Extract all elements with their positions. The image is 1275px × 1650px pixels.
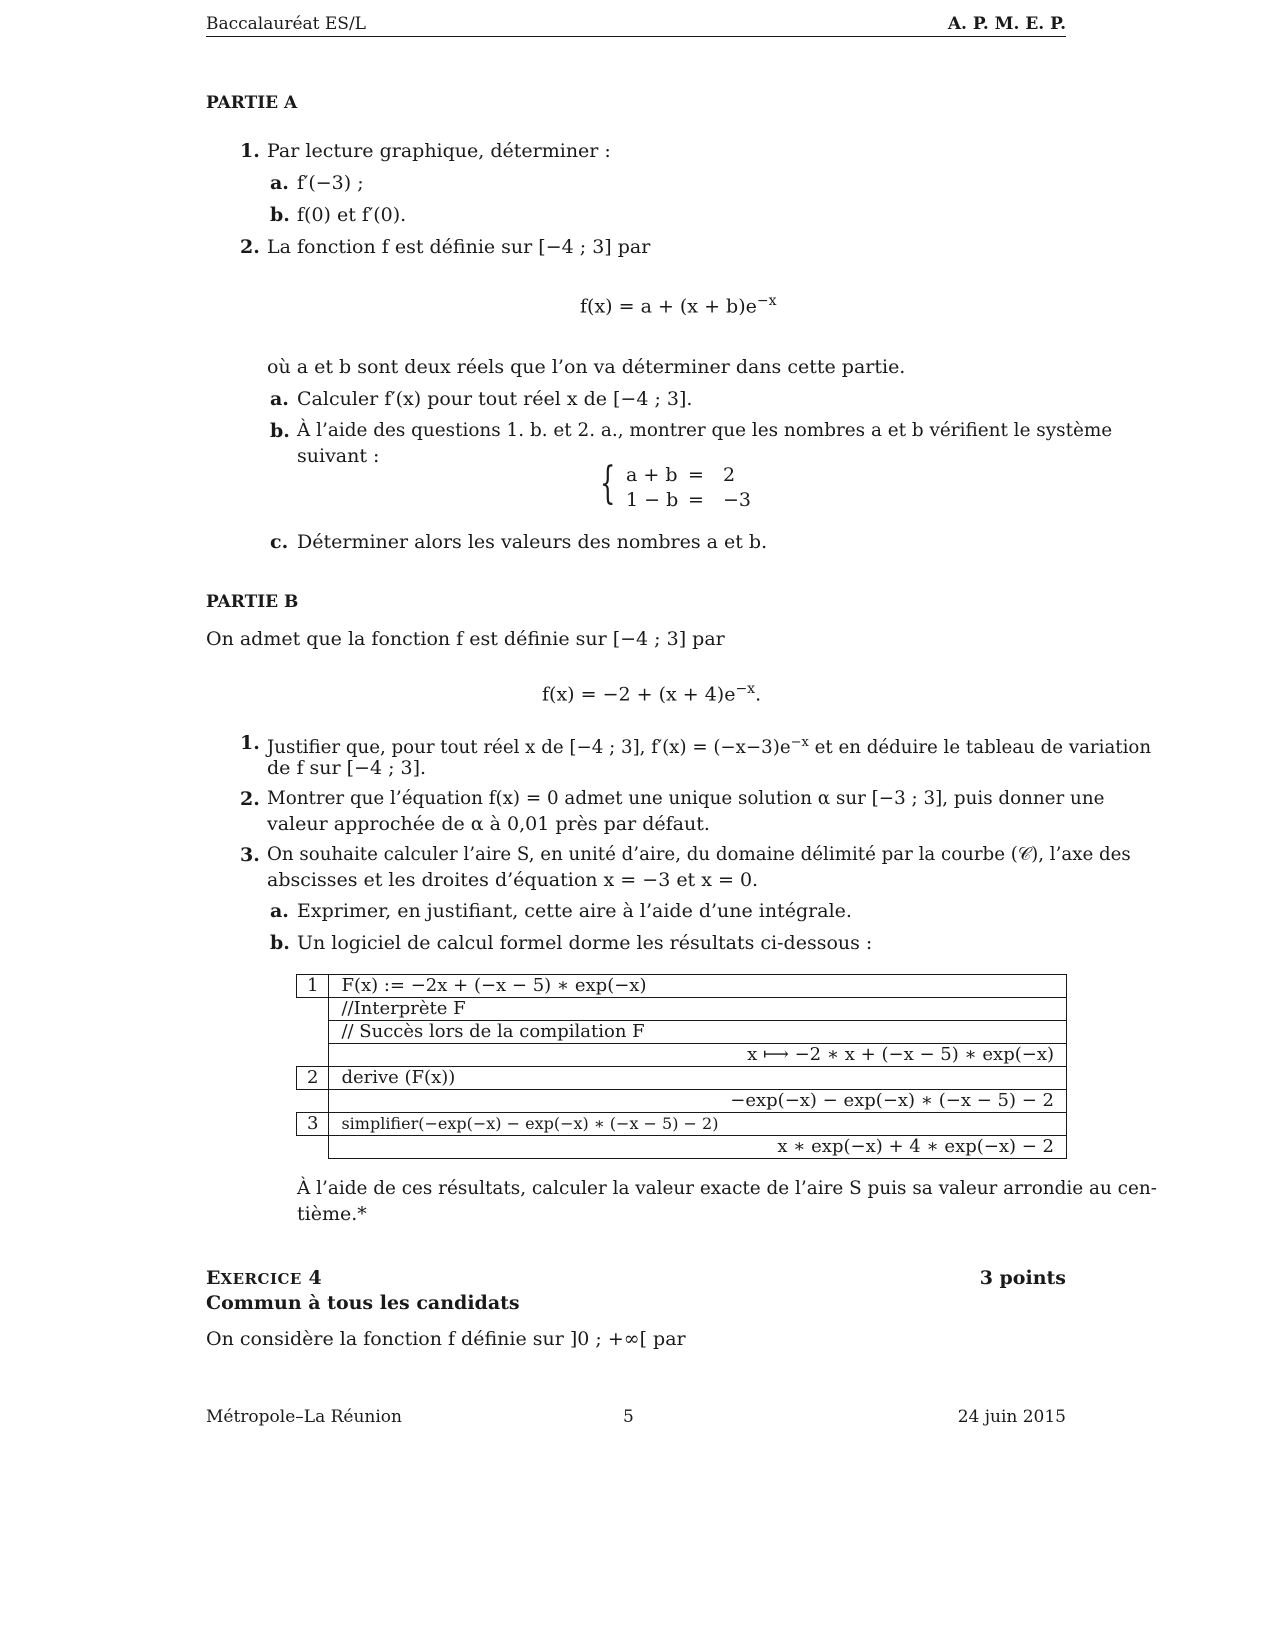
sub-text-continued: suivant : xyxy=(297,445,380,467)
question-number: 2. xyxy=(240,236,260,258)
header-right: A. P. M. E. P. xyxy=(947,14,1066,34)
question-text-continued: abscisses et les droites d’équation x = −3 et x = 0. xyxy=(267,869,759,891)
footer-right: 24 juin 2015 xyxy=(957,1407,1066,1427)
cas-output: // Succès lors de la compilation F xyxy=(329,1021,1067,1044)
sub-text: Un logiciel de calcul formel dorme les résultats ci-dessous : xyxy=(297,932,873,954)
cas-line-number xyxy=(297,1044,329,1067)
cas-line-number: 1 xyxy=(297,975,329,998)
formula-body: f(x) = a + (x + b)e xyxy=(580,295,757,318)
table-row xyxy=(297,975,1067,998)
paragraph-text: où a et b sont deux réels que l’on va déterminer dans cette partie. xyxy=(267,356,906,378)
text-part: et en déduire le tableau de variation xyxy=(808,737,1152,759)
table-row xyxy=(297,1090,1067,1113)
title-initial: E xyxy=(206,1267,221,1289)
paragraph-text: On considère la fonction f définie sur ]0 ; +∞[ par xyxy=(206,1328,686,1350)
question-text: Par lecture graphique, déterminer : xyxy=(267,140,611,162)
sub-text: f′(−3) ; xyxy=(297,172,364,194)
formula-end: . xyxy=(755,683,762,706)
system-lhs-2: 1 − b xyxy=(626,489,679,511)
question-number: 1. xyxy=(240,732,260,754)
question-text-continued: valeur approchée de α à 0,01 près par défaut. xyxy=(267,813,710,835)
formula-exponent: −x xyxy=(735,681,756,697)
sub-label: b. xyxy=(270,932,290,954)
exercise-subtitle: Commun à tous les candidats xyxy=(206,1292,520,1314)
sub-label: a. xyxy=(270,900,289,922)
formula-exponent: −x xyxy=(756,293,777,309)
cas-line-number: 3 xyxy=(297,1113,329,1136)
sub-label: c. xyxy=(270,531,289,553)
cas-output: x ⟼ −2 ∗ x + (−x − 5) ∗ exp(−x) xyxy=(329,1044,1067,1067)
cas-line-number xyxy=(297,1136,329,1159)
table-row xyxy=(297,998,1067,1021)
question-number: 1. xyxy=(240,140,260,162)
table-row xyxy=(297,1044,1067,1067)
system-eq-1: = xyxy=(688,464,704,486)
partie-a-title: PARTIE A xyxy=(206,93,298,113)
cas-output: //Interprète F xyxy=(329,998,1067,1021)
sub-text: Déterminer alors les valeurs des nombres a et b. xyxy=(297,531,768,553)
cas-input: derive (F(x)) xyxy=(329,1067,1067,1090)
header-left: Baccalauréat ES/L xyxy=(206,14,366,34)
sub-text: Exprimer, en justifiant, cette aire à l’aide d’une intégrale. xyxy=(297,900,852,922)
question-text: La fonction f est définie sur [−4 ; 3] par xyxy=(267,236,651,258)
title-number: 4 xyxy=(301,1267,322,1289)
cas-results-table xyxy=(296,974,1067,1159)
paragraph-text: À l’aide de ces résultats, calculer la valeur exacte de l’aire S puis sa valeur arrondie au cen- xyxy=(297,1178,1157,1199)
table-row xyxy=(297,1021,1067,1044)
paragraph-text: On admet que la fonction f est définie sur [−4 ; 3] par xyxy=(206,628,725,650)
table-row xyxy=(297,1136,1067,1159)
table-row xyxy=(297,1113,1067,1136)
formula-fx xyxy=(542,677,761,706)
sub-label: a. xyxy=(270,388,289,410)
cas-output: x ∗ exp(−x) + 4 ∗ exp(−x) − 2 xyxy=(329,1136,1067,1159)
cas-line-number xyxy=(297,1090,329,1113)
title-smallcaps: XERCICE xyxy=(220,1270,302,1288)
header-rule xyxy=(206,36,1066,37)
sub-text: f(0) et f′(0). xyxy=(297,204,407,226)
sub-label: b. xyxy=(270,420,290,442)
footer-left: Métropole–La Réunion xyxy=(206,1407,402,1427)
question-text: On souhaite calculer l’aire S, en unité d’aire, du domaine délimité par la courbe (𝒞), l’axe des xyxy=(267,844,1131,865)
question-number: 3. xyxy=(240,844,260,866)
system-rhs-2: −3 xyxy=(723,489,752,511)
cas-output: −exp(−x) − exp(−x) ∗ (−x − 5) − 2 xyxy=(329,1090,1067,1113)
cas-input: F(x) := −2x + (−x − 5) ∗ exp(−x) xyxy=(329,975,1067,998)
cas-input: simplifier(−exp(−x) − exp(−x) ∗ (−x − 5) − 2) xyxy=(329,1113,1067,1136)
system-eq-2: = xyxy=(688,489,704,511)
system-lhs-1: a + b xyxy=(626,464,678,486)
question-text-continued: de f sur [−4 ; 3]. xyxy=(267,757,427,779)
sub-text: À l’aide des questions 1. b. et 2. a., montrer que les nombres a et b vérifient le système xyxy=(297,420,1113,441)
exercise-title xyxy=(206,1266,322,1291)
sub-label: b. xyxy=(270,204,290,226)
sub-label: a. xyxy=(270,172,289,194)
table-row xyxy=(297,1067,1067,1090)
system-rhs-1: 2 xyxy=(723,464,736,486)
formula-body: f(x) = −2 + (x + 4)e xyxy=(542,683,736,706)
cas-line-number xyxy=(297,998,329,1021)
paragraph-text-continued: tième.* xyxy=(297,1203,367,1225)
cas-line-number: 2 xyxy=(297,1067,329,1090)
text-part: Justifier que, pour tout réel x de [−4 ; 3], f′(x) = (−x−3)e xyxy=(267,737,791,759)
question-number: 2. xyxy=(240,788,260,810)
question-text: Montrer que l’équation f(x) = 0 admet une unique solution α sur [−3 ; 3], puis donner une xyxy=(267,788,1105,809)
page-number: 5 xyxy=(623,1407,634,1427)
sub-text: Calculer f′(x) pour tout réel x de [−4 ; 3]. xyxy=(297,388,693,410)
text-exponent: −x xyxy=(790,735,809,750)
formula-fx xyxy=(580,289,777,318)
cas-line-number xyxy=(297,1021,329,1044)
exercise-points: 3 points xyxy=(979,1267,1066,1289)
partie-b-title: PARTIE B xyxy=(206,592,299,612)
system-brace: { xyxy=(600,458,616,509)
